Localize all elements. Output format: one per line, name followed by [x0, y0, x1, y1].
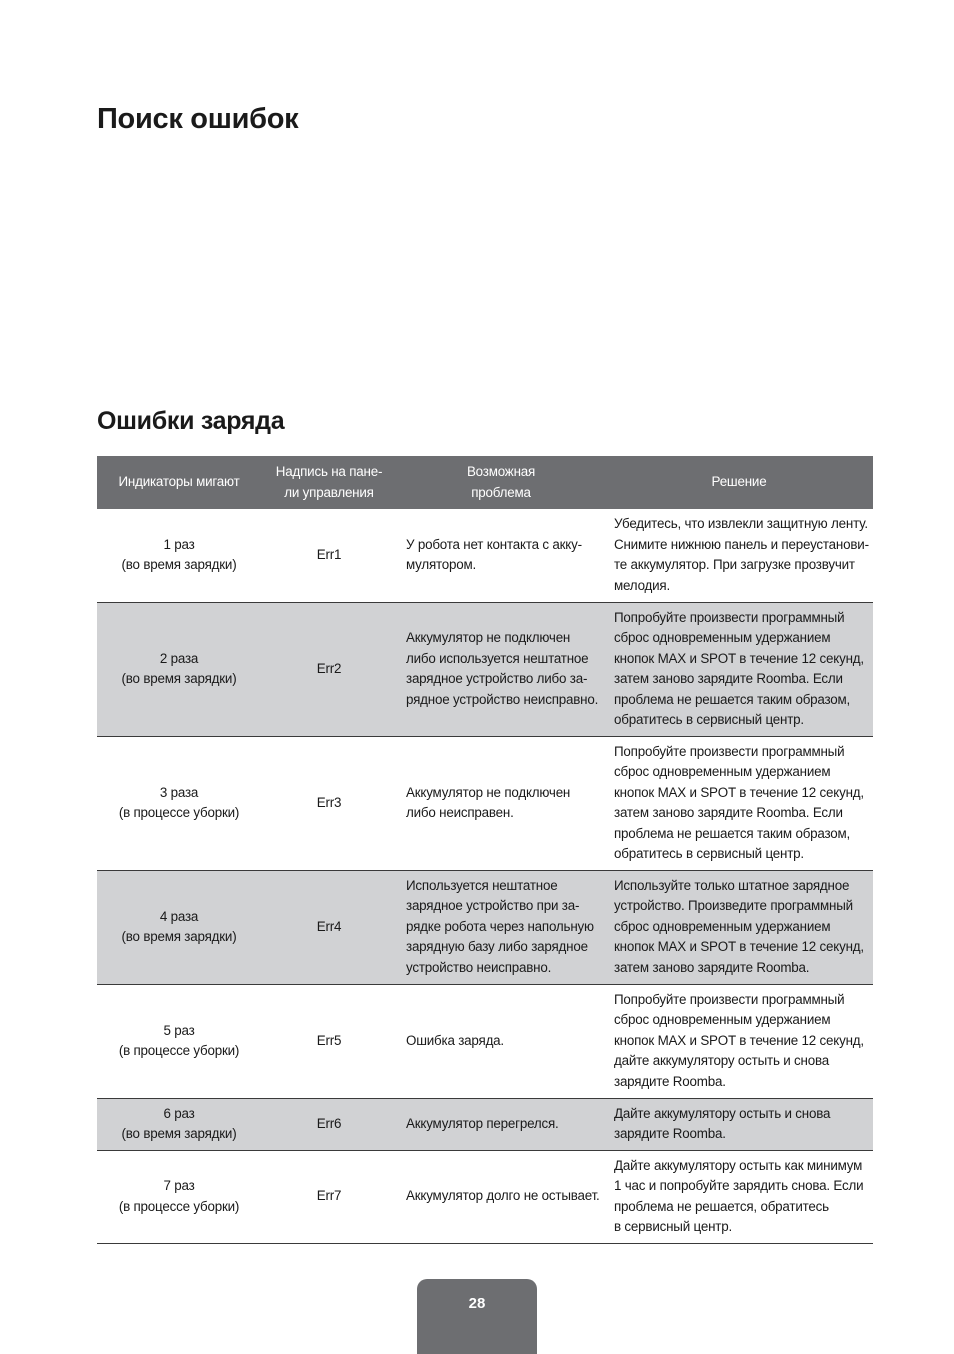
- cell-blinks: 7 раз (в процессе уборки): [97, 1150, 261, 1243]
- cell-solution: Дайте аккумулятору остыть как минимум 1 час и попробуйте зарядить снова. Если проблема не решается, обратитесь в сервисный центр.: [605, 1150, 873, 1243]
- cell-code: Err7: [261, 1150, 397, 1243]
- header-panel-code: Надпись на пане- ли управления: [261, 456, 397, 509]
- cell-solution: Попробуйте произвести программный сброс одновременным удержанием кнопок MAX и SPOT в течение 12 секунд, дайте аккумулятору остыть и снова зарядите Roomba.: [605, 984, 873, 1098]
- page-number: 28: [417, 1279, 537, 1354]
- cell-problem: Аккумулятор долго не остывает.: [397, 1150, 605, 1243]
- cell-code: Err3: [261, 736, 397, 870]
- cell-problem: Ошибка заряда.: [397, 984, 605, 1098]
- cell-solution: Убедитесь, что извлекли защитную ленту. Снимите нижнюю панель и переустанови- те аккумулятор. При загрузке прозвучит мелодия.: [605, 509, 873, 602]
- table-row: [97, 870, 873, 984]
- table-row: [97, 736, 873, 870]
- cell-problem: Аккумулятор не подключен либо используется нештатное зарядное устройство либо за- рядное устройство неисправно.: [397, 602, 605, 736]
- table-row: [97, 509, 873, 602]
- table-row: [97, 984, 873, 1098]
- charging-errors-table: [97, 456, 873, 1244]
- header-problem: Возможная проблема: [397, 456, 605, 509]
- cell-problem: У робота нет контакта с акку- мулятором.: [397, 509, 605, 602]
- cell-code: Err1: [261, 509, 397, 602]
- table-row: [97, 602, 873, 736]
- table-header-row: [97, 456, 873, 509]
- cell-problem: Аккумулятор перегрелся.: [397, 1098, 605, 1150]
- table-row: [97, 1150, 873, 1243]
- cell-code: Err6: [261, 1098, 397, 1150]
- cell-code: Err2: [261, 602, 397, 736]
- header-solution: Решение: [605, 456, 873, 509]
- cell-blinks: 2 раза (во время зарядки): [97, 602, 261, 736]
- cell-solution: Попробуйте произвести программный сброс одновременным удержанием кнопок MAX и SPOT в течение 12 секунд, затем заново зарядите Roomba. Если проблема не решается таким образом, обратитесь в сервисный центр.: [605, 736, 873, 870]
- cell-solution: Используйте только штатное зарядное устройство. Произведите программный сброс одновременным удержанием кнопок MAX и SPOT в течение 12 секунд, затем заново зарядите Roomba.: [605, 870, 873, 984]
- header-blinks: Индикаторы мигают: [97, 456, 261, 509]
- page-title: Поиск ошибок: [97, 103, 299, 135]
- cell-solution: Попробуйте произвести программный сброс одновременным удержанием кнопок MAX и SPOT в течение 12 секунд, затем заново зарядите Roomba. Если проблема не решается таким образом, обратитесь в сервисный центр.: [605, 602, 873, 736]
- cell-solution: Дайте аккумулятору остыть и снова зарядите Roomba.: [605, 1098, 873, 1150]
- cell-blinks: 3 раза (в процессе уборки): [97, 736, 261, 870]
- table-row: [97, 1098, 873, 1150]
- cell-problem: Используется нештатное зарядное устройство при за- рядке робота через напольную зарядную базу либо зарядное устройство неисправно.: [397, 870, 605, 984]
- cell-code: Err4: [261, 870, 397, 984]
- cell-blinks: 4 раза (во время зарядки): [97, 870, 261, 984]
- cell-blinks: 6 раз (во время зарядки): [97, 1098, 261, 1150]
- cell-code: Err5: [261, 984, 397, 1098]
- cell-problem: Аккумулятор не подключен либо неисправен.: [397, 736, 605, 870]
- cell-blinks: 1 раз (во время зарядки): [97, 509, 261, 602]
- cell-blinks: 5 раз (в процессе уборки): [97, 984, 261, 1098]
- section-title: Ошибки заряда: [97, 407, 285, 435]
